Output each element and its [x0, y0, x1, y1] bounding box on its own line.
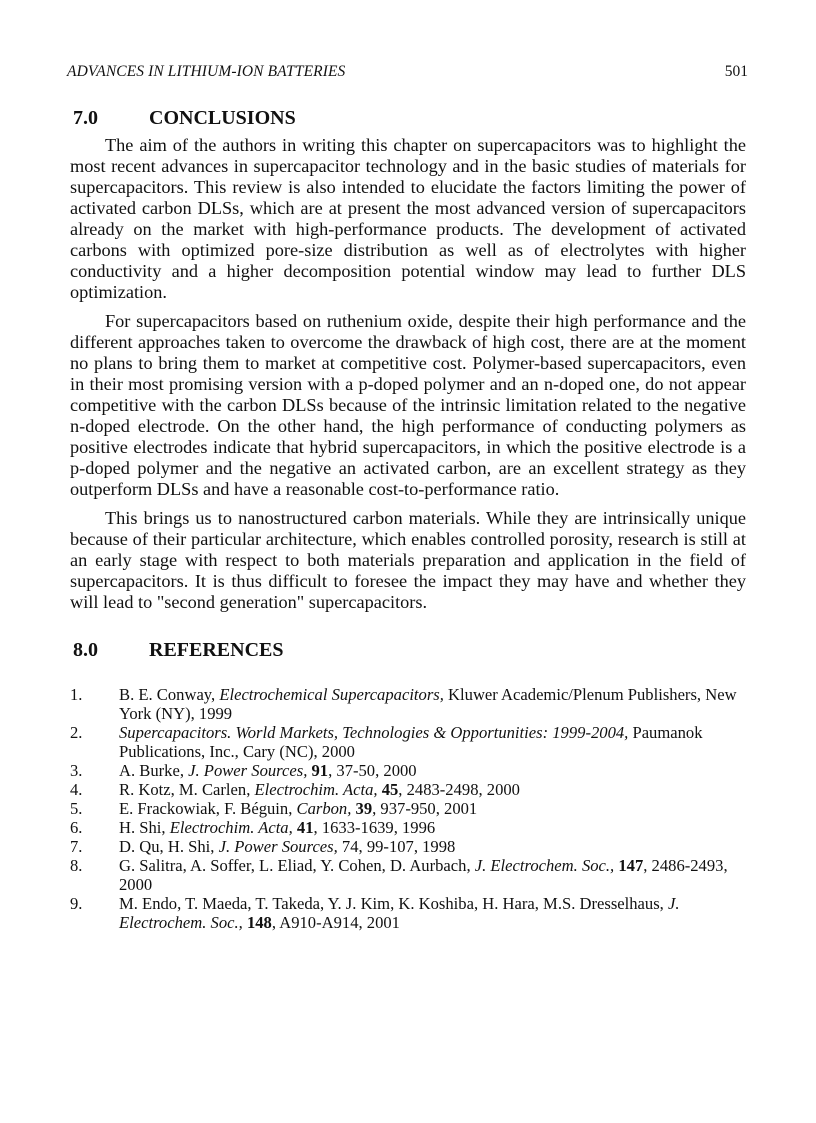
conclusions-paragraph: The aim of the authors in writing this chapter on supercapacitors was to highlight the most recent advances in supercapacitor technology and in the basic studies of materials for supercapacitors. This review is also intended to elucidate the factors limiting the power of activated carbon DLSs, which are at present the most advanced version of supercapacitors already on the market with high-performance products. The development of activated carbons with optimized pore-size distribution as well as of electrolytes with higher conductivity and a higher decomposition potential window may lead to further DLS optimization. — [70, 135, 746, 302]
reference-source: Electrochim. Acta, — [254, 780, 378, 799]
reference-number: 1. — [70, 685, 83, 704]
conclusions-heading — [70, 106, 746, 130]
section-number: 7.0 — [73, 107, 98, 129]
reference-item — [70, 723, 746, 761]
reference-item — [70, 799, 746, 818]
reference-text: A. Burke, J. Power Sources, 91, 37-50, 2000 — [119, 761, 417, 780]
reference-list — [70, 685, 746, 932]
page-number: 501 — [724, 63, 748, 80]
reference-text: B. E. Conway, Electrochemical Supercapacitors, Kluwer Academic/Plenum Publishers, New York (NY), 1999 — [119, 685, 737, 723]
section-title: REFERENCES — [149, 639, 284, 661]
reference-volume: 147 — [618, 856, 644, 875]
reference-number: 3. — [70, 761, 83, 780]
reference-source: Carbon, — [296, 799, 352, 818]
reference-text: M. Endo, T. Maeda, T. Takeda, Y. J. Kim, K. Koshiba, H. Hara, M.S. Dresselhaus, J. Electrochem. Soc., 148, A910-A914, 2001 — [119, 894, 680, 932]
reference-text: D. Qu, H. Shi, J. Power Sources, 74, 99-107, 1998 — [119, 837, 456, 856]
reference-item — [70, 837, 746, 856]
reference-volume: 91 — [311, 761, 329, 780]
reference-source: J. Electrochem. Soc., — [119, 894, 680, 932]
reference-source: J. Electrochem. Soc., — [474, 856, 615, 875]
reference-item — [70, 780, 746, 799]
references-heading — [70, 638, 746, 662]
reference-text: Supercapacitors. World Markets, Technologies & Opportunities: 1999-2004, Paumanok Publications, Inc., Cary (NC), 2000 — [119, 723, 703, 761]
reference-source: J. Power Sources, — [218, 837, 338, 856]
conclusions-paragraph: For supercapacitors based on ruthenium oxide, despite their high performance and the different approaches taken to overcome the drawback of high cost, there are at the moment no plans to bring them to market at competitive cost. Polymer-based supercapacitors, even in their most promising version with a p-doped polymer and an n-doped one, do not appear competitive with the carbon DLSs because of the intrinsic limitation related to the negative n-doped electrode. On the other hand, the high performance of conducting polymers as positive electrodes indicate that hybrid supercapacitors, in which the positive electrode is a p-doped polymer and the negative an activated carbon, are an excellent strategy as they outperform DLSs and have a reasonable cost-to-performance ratio. — [70, 311, 746, 499]
reference-number: 9. — [70, 894, 83, 913]
reference-text: H. Shi, Electrochim. Acta, 41, 1633-1639, 1996 — [119, 818, 436, 837]
reference-volume: 39 — [355, 799, 373, 818]
reference-item — [70, 856, 746, 894]
reference-text: E. Frackowiak, F. Béguin, Carbon, 39, 937-950, 2001 — [119, 799, 478, 818]
reference-item — [70, 761, 746, 780]
reference-number: 5. — [70, 799, 83, 818]
reference-number: 8. — [70, 856, 83, 875]
reference-number: 7. — [70, 837, 83, 856]
running-header — [67, 62, 746, 82]
reference-volume: 41 — [296, 818, 314, 837]
reference-source: Supercapacitors. World Markets, Technologies & Opportunities: 1999-2004, — [119, 723, 629, 742]
page — [67, 62, 748, 932]
conclusions-paragraph: This brings us to nanostructured carbon materials. While they are intrinsically unique because of their particular architecture, which enables controlled porosity, research is still at an early stage with respect to both materials preparation and application in the field of supercapacitors. It is thus difficult to foresee the impact they may have and whether they will lead to "second generation" supercapacitors. — [70, 508, 746, 612]
reference-number: 2. — [70, 723, 83, 742]
reference-number: 6. — [70, 818, 83, 837]
running-title: ADVANCES IN LITHIUM-ION BATTERIES — [67, 63, 346, 80]
section-number: 8.0 — [73, 639, 98, 661]
section-title: CONCLUSIONS — [149, 107, 296, 129]
reference-volume: 148 — [246, 913, 272, 932]
reference-volume: 45 — [381, 780, 399, 799]
reference-text: R. Kotz, M. Carlen, Electrochim. Acta, 45, 2483-2498, 2000 — [119, 780, 520, 799]
reference-item — [70, 818, 746, 837]
reference-source: J. Power Sources, — [188, 761, 308, 780]
reference-number: 4. — [70, 780, 83, 799]
reference-item — [70, 894, 746, 932]
reference-item — [70, 685, 746, 723]
reference-source: Electrochim. Acta, — [169, 818, 293, 837]
reference-text: G. Salitra, A. Soffer, L. Eliad, Y. Cohen, D. Aurbach, J. Electrochem. Soc., 147, 2486-2493, 2000 — [119, 856, 728, 894]
reference-source: Electrochemical Supercapacitors, — [219, 685, 444, 704]
